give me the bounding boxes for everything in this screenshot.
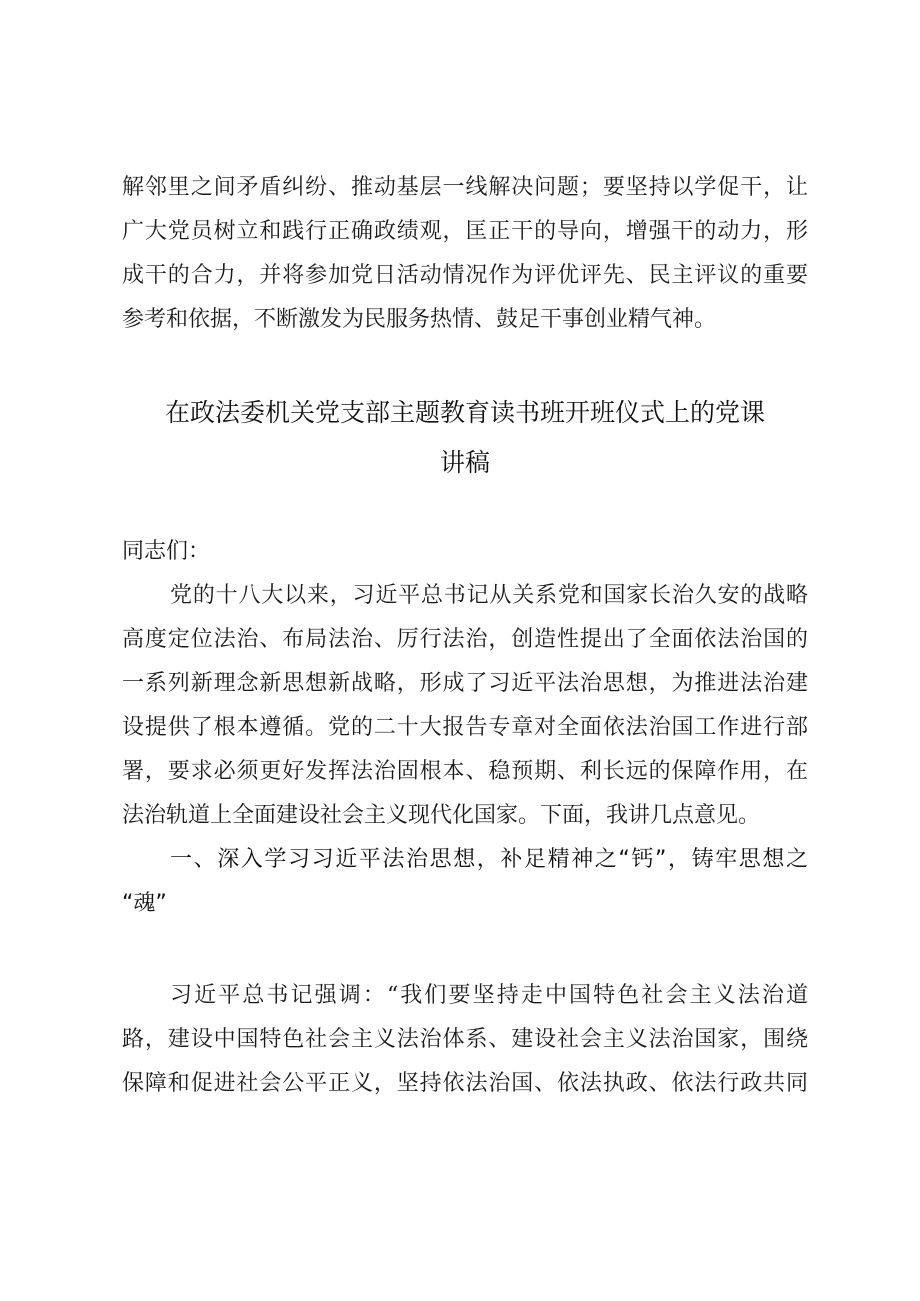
section-1-heading: 一、深入学习习近平法治思想，补足精神之“钙”，铸牢思想之 bbox=[170, 847, 808, 872]
paragraph-1-line: 党的十八大以来，习近平总书记从关系党和国家长治久安的战略 bbox=[170, 583, 808, 608]
paragraph-1-line: 署，要求必须更好发挥法治固根本、稳预期、利长远的保障作用，在 bbox=[122, 759, 808, 784]
paragraph-2-line: 习近平总书记强调：“我们要坚持走中国特色社会主义法治道 bbox=[170, 983, 808, 1008]
paragraph-2-line: 保障和促进社会公平正义，坚持依法治国、依法执政、依法行政共同 bbox=[122, 1071, 808, 1096]
paragraph-2-line: 路，建设中国特色社会主义法治体系、建设社会主义法治国家，围绕 bbox=[122, 1027, 808, 1052]
intro-paragraph-line: 广大党员树立和践行正确政绩观，匡正干的导向，增强干的动力，形 bbox=[122, 219, 808, 244]
section-1-heading-continued: “魂” bbox=[122, 891, 167, 916]
document-title: 在政法委机关党支部主题教育读书班开班仪式上的党课 bbox=[164, 398, 765, 427]
intro-paragraph-line: 成干的合力，并将参加党日活动情况作为评优评先、民主评议的重要 bbox=[122, 263, 808, 288]
paragraph-1-line: 高度定位法治、布局法治、厉行法治，创造性提出了全面依法治国的 bbox=[122, 627, 808, 652]
salutation: 同志们： bbox=[122, 539, 211, 564]
paragraph-1-line: 一系列新理念新思想新战略，形成了习近平法治思想，为推进法治建 bbox=[122, 671, 808, 696]
intro-paragraph-line: 参考和依据，不断激发为民服务热情、鼓足干事创业精气神。 bbox=[122, 307, 717, 332]
paragraph-1-line: 法治轨道上全面建设社会主义现代化国家。下面，我讲几点意见。 bbox=[122, 803, 761, 828]
document-title-continued: 讲稿 bbox=[439, 448, 490, 477]
paragraph-1-line: 设提供了根本遵循。党的二十大报告专章对全面依法治国工作进行部 bbox=[122, 715, 808, 740]
intro-paragraph-line: 解邻里之间矛盾纠纷、推动基层一线解决问题；要坚持以学促干，让 bbox=[122, 175, 808, 200]
